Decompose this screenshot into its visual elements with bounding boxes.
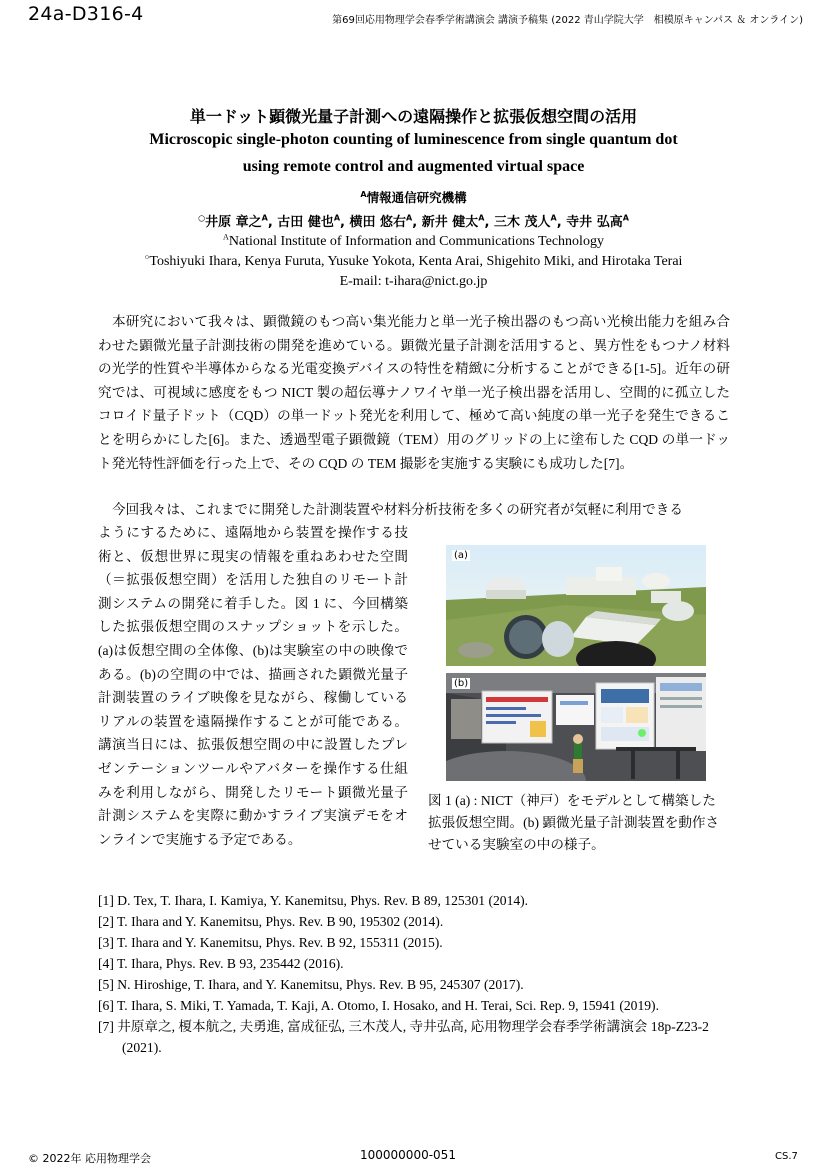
- reference-list: [98, 890, 738, 1058]
- figure-1a-label: (a): [454, 550, 468, 561]
- reference-item: [3] T. Ihara and Y. Kanemitsu, Phys. Rev. B 92, 155311 (2015).: [98, 935, 443, 950]
- footer-number: 100000000-051: [360, 1148, 456, 1162]
- virtual-campus-illustration: [446, 545, 706, 666]
- figure-caption: 図 1 (a) : NICT（神戸）をモデルとして構築した拡張仮想空間。(b) 顕微光量子計測装置を動作させている実験室の中の様子。: [428, 793, 720, 852]
- author-name: 寺井 弘高: [566, 215, 623, 230]
- reference-item: [1] D. Tex, T. Ihara, I. Kamiya, Y. Kanemitsu, Phys. Rev. B 89, 125301 (2014).: [98, 893, 529, 908]
- figure-1a-image: [446, 545, 706, 666]
- abstract-id: 24a-D316-4: [28, 3, 144, 25]
- figure-1b-label: (b): [454, 678, 469, 689]
- body-paragraph-1: 本研究において我々は、顕微鏡のもつ高い集光能力と単一光子検出器のもつ高い光検出能力を組み合わせた顕微光量子計測技術の開発を進めている。顕微光量子計測を活用すると、異方性をもつナノ材料の光学的性質や半導体からなる光電変換デバイスの特性を精緻に分析することができる[1-5]。近年の研究では、可視域に感度をもつ NICT 製の超伝導ナノワイヤ単一光子検出器を活用し、空間的に孤立したコロイド量子ドット（CQD）の単一ドット発光を利用して、極めて高い純度の単一光子を発生できることを明らかにした[6]。また、透過型電子顕微鏡（TEM）用のグリッドの上に塗布した CQD の単一ドット発光特性評価を行った上で、その CQD の TEM 撮影を実施する実験にも成功した[7]。: [98, 314, 730, 471]
- footer-page: CS.7: [775, 1151, 798, 1162]
- affiliation-english: $^A$National Institute of Information and Communications Technology: [223, 232, 604, 249]
- reference-item: [6] T. Ihara, S. Miki, T. Yamada, T. Kaji, A. Otomo, I. Hosako, and H. Terai, Sci. Rep. 9, 15941 (2019).: [98, 998, 659, 1013]
- title-english-line2: using remote control and augmented virtual space: [242, 158, 585, 175]
- figure-1b-image: [446, 673, 706, 781]
- affiliation-japanese: $^A$情報通信研究機構: [360, 189, 467, 205]
- presenter-mark: ○: [198, 213, 206, 223]
- virtual-lab-illustration: [446, 673, 706, 781]
- author-name: 三木 茂人: [493, 215, 551, 230]
- title-japanese: 単一ドット顕微光量子計測への遠隔操作と拡張仮想空間の活用: [189, 107, 638, 126]
- body-paragraph-2: ようにするために、遠隔地から装置を操作する技術と、仮想世界に現実の情報を重ねあわせた空間（＝拡張仮想空間）を活用した独自のリモート計測システムの開発に着手した。図 1 に、今回構築した拡張仮想空間のスナップショットを示した。(a)は仮想空間の全体像、(b)は実験室の中の映像である。(b)の空間の中では、描画された顕微光量子計測装置のライブ映像を見ながら、稼働しているリアルの装置を遠隔操作することが可能である。講演当日には、拡張仮想空間の中に設置したプレゼンテーションツールやアバターを操作する仕組みを利用しながら、開発したリモート顕微光量子計測システムを実際に動かすライブ実演デモをオンラインで実施する予定である。: [98, 525, 408, 847]
- author-name: 横田 悠右: [349, 215, 407, 230]
- authors-japanese: ○井原 章之$^A$, 古田 健也$^A$, 横田 悠右$^A$, 新井 健太$^A$, 三木 茂人$^A$, 寺井 弘高$^A$: [198, 213, 629, 230]
- conference-header: 第69回応用物理学会春季学術講演会 講演予稿集 (2022 青山学院大学 相模原キャンパス ＆ オンライン): [332, 15, 803, 26]
- authors-english: ○Toshiyuki Ihara, Kenya Furuta, Yusuke Yokota, Kenta Arai, Shigehito Miki, and Hirotaka Terai: [144, 252, 683, 269]
- author-name: 井原 章之: [205, 215, 262, 230]
- email-address: E-mail: t-ihara@nict.go.jp: [339, 274, 488, 289]
- body-paragraph-2-first-line: 今回我々は、これまでに開発した計測装置や材料分析技術を多くの研究者が気軽に利用できる: [112, 502, 683, 517]
- reference-item: [5] N. Hiroshige, T. Ihara, and Y. Kanemitsu, Phys. Rev. B 95, 245307 (2017).: [98, 977, 524, 992]
- title-english-line1: Microscopic single-photon counting of luminescence from single quantum dot: [149, 131, 678, 148]
- affiliation-mark: A: [360, 189, 367, 199]
- author-name: 古田 健也: [277, 215, 334, 230]
- reference-item: [4] T. Ihara, Phys. Rev. B 93, 235442 (2016).: [98, 956, 344, 971]
- reference-item: [2] T. Ihara and Y. Kanemitsu, Phys. Rev. B 90, 195302 (2014).: [98, 914, 444, 929]
- reference-item: [7] 井原章之, 榎本航之, 夫勇進, 富成征弘, 三木茂人, 寺井弘高, 応用物理学会春季学術講演会 18p-Z23-2 (2021).: [98, 1019, 709, 1055]
- author-name: 新井 健太: [421, 215, 479, 230]
- footer-copyright: © 2022年 応用物理学会: [28, 1152, 151, 1165]
